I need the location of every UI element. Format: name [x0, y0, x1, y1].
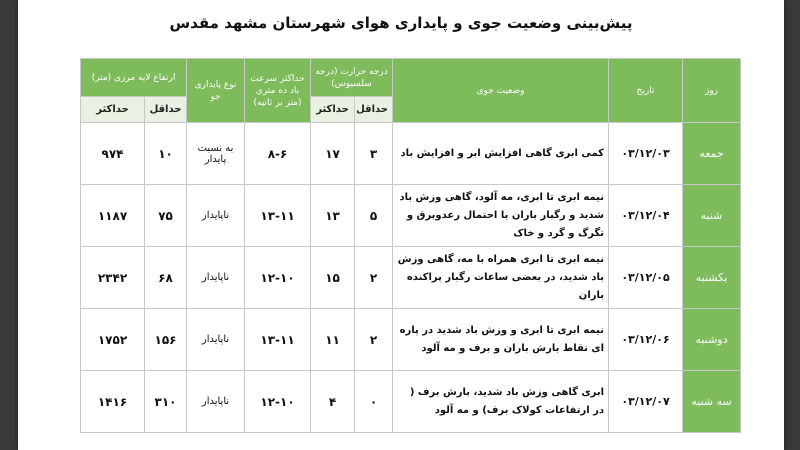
- cell-day: یکشنبه: [683, 247, 741, 309]
- page-title: پیش‌بینی وضعیت جوی و پایداری هوای شهرستان مشهد مقدس: [169, 14, 633, 32]
- header-temp-min: حداقل: [355, 97, 393, 123]
- cell-temp-max: ۱۷: [311, 123, 355, 185]
- cell-day: دوشنبه: [683, 309, 741, 371]
- cell-day: سه شنبه: [683, 371, 741, 433]
- header-stability: نوع پایداری جو: [187, 59, 245, 123]
- table-row: [81, 185, 741, 247]
- cell-bl-max: ۲۳۴۲: [81, 247, 145, 309]
- cell-temp-max: ۱۵: [311, 247, 355, 309]
- header-boundary-layer: ارتفاع لایه مرزی (متر): [81, 59, 187, 97]
- cell-bl-max: ۱۱۸۷: [81, 185, 145, 247]
- cell-wind: ۸-۶: [245, 123, 311, 185]
- cell-temp-min: ۰: [355, 371, 393, 433]
- cell-day: جمعه: [683, 123, 741, 185]
- cell-weather: نیمه ابری تا ابری همراه با مه، گاهی وزش باد شدید، در بعضی ساعات رگبار پراکنده باران: [393, 247, 609, 309]
- table-row: [81, 123, 741, 185]
- cell-day: شنبه: [683, 185, 741, 247]
- cell-wind: ۱۲-۱۰: [245, 247, 311, 309]
- header-temp-max: حداکثر: [311, 97, 355, 123]
- cell-stability: ناپایدار: [187, 371, 245, 433]
- cell-temp-min: ۲: [355, 247, 393, 309]
- cell-date: ۰۳/۱۲/۰۳: [609, 123, 683, 185]
- cell-weather: نیمه ابری تا ابری، مه آلود، گاهی وزش باد شدید و رگبار باران با احتمال رعدوبرق و تگرگ و گرد و خاک: [393, 185, 609, 247]
- cell-temp-max: ۱۱: [311, 309, 355, 371]
- cell-date: ۰۳/۱۲/۰۷: [609, 371, 683, 433]
- cell-bl-max: ۱۷۵۲: [81, 309, 145, 371]
- cell-date: ۰۳/۱۲/۰۶: [609, 309, 683, 371]
- cell-bl-min: ۷۵: [145, 185, 187, 247]
- cell-stability: ناپایدار: [187, 309, 245, 371]
- cell-temp-max: ۱۳: [311, 185, 355, 247]
- cell-stability: به نسبت پایدار: [187, 123, 245, 185]
- cell-temp-min: ۲: [355, 309, 393, 371]
- cell-bl-min: ۱۵۶: [145, 309, 187, 371]
- cell-wind: ۱۲-۱۰: [245, 371, 311, 433]
- cell-bl-min: ۳۱۰: [145, 371, 187, 433]
- cell-stability: ناپایدار: [187, 185, 245, 247]
- header-bl-min: حداقل: [145, 97, 187, 123]
- cell-stability: ناپایدار: [187, 247, 245, 309]
- header-day: روز: [683, 59, 741, 123]
- cell-bl-max: ۹۷۴: [81, 123, 145, 185]
- cell-wind: ۱۳-۱۱: [245, 185, 311, 247]
- forecast-table: [80, 58, 741, 433]
- document-page: [18, 0, 784, 450]
- header-temp: درجه حرارت (درجه سلسیوس): [311, 59, 393, 97]
- cell-wind: ۱۳-۱۱: [245, 309, 311, 371]
- table-row: [81, 371, 741, 433]
- header-weather: وضعیت جوی: [393, 59, 609, 123]
- cell-temp-max: ۴: [311, 371, 355, 433]
- cell-date: ۰۳/۱۲/۰۴: [609, 185, 683, 247]
- cell-weather: کمی ابری گاهی افزایش ابر و افزایش باد: [393, 123, 609, 185]
- header-date: تاریخ: [609, 59, 683, 123]
- cell-bl-min: ۶۸: [145, 247, 187, 309]
- cell-temp-min: ۳: [355, 123, 393, 185]
- table-row: [81, 309, 741, 371]
- cell-bl-min: ۱۰: [145, 123, 187, 185]
- cell-date: ۰۳/۱۲/۰۵: [609, 247, 683, 309]
- header-wind: حداکثر سرعت باد ده متری (متر بر ثانیه): [245, 59, 311, 123]
- cell-bl-max: ۱۴۱۶: [81, 371, 145, 433]
- cell-weather: نیمه ابری تا ابری و وزش باد شدید در پاره ای نقاط بارش باران و برف و مه آلود: [393, 309, 609, 371]
- cell-temp-min: ۵: [355, 185, 393, 247]
- header-bl-max: حداکثر: [81, 97, 145, 123]
- cell-weather: ابری گاهی وزش باد شدید، بارش برف ( در ارتفاعات کولاک برف) و مه آلود: [393, 371, 609, 433]
- table-row: [81, 247, 741, 309]
